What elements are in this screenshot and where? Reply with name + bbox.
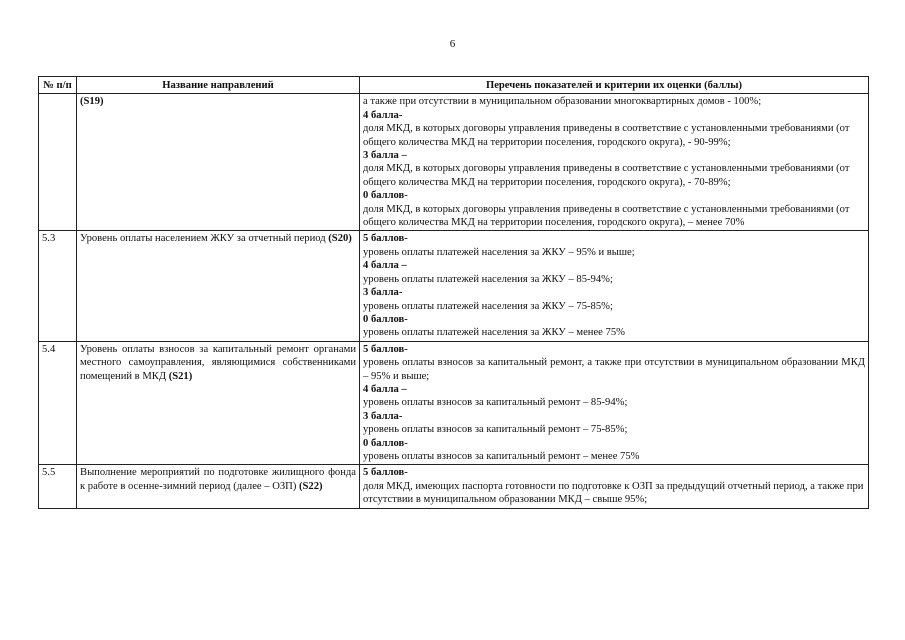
table-body	[39, 94, 869, 508]
direction-name-text: Выполнение мероприятий по подготовке жилищного фонда к работе в осенне-зимний период (далее – ОЗП)	[80, 467, 356, 492]
direction-name	[77, 341, 360, 465]
score-label: 4 балла-	[363, 109, 403, 121]
criteria-text: уровень оплаты платежей населения за ЖКУ – 95% и выше;	[363, 246, 635, 258]
score-label: 3 балла-	[363, 287, 403, 299]
indicator-code: (S19)	[80, 96, 104, 108]
criteria-text: доля МКД, в которых договоры управления приведены в соответствие с установленными требованиями (от общего количества МКД на территории поселения, городского округа), - 70-89%;	[363, 163, 850, 188]
score-label: 3 балла –	[363, 150, 407, 162]
row-number	[39, 94, 77, 231]
row-number: 5.4	[39, 341, 77, 465]
direction-name	[77, 231, 360, 341]
table-row	[39, 94, 869, 231]
score-label: 5 баллов-	[363, 467, 408, 479]
score-label: 0 баллов-	[363, 190, 408, 202]
table-row	[39, 231, 869, 341]
criteria-text: уровень оплаты взносов за капитальный ремонт, а также при отсутствии в муниципальном образовании МКД – 95% и выше;	[363, 357, 865, 382]
table-row	[39, 465, 869, 508]
criteria-cell	[360, 94, 869, 231]
row-number: 5.3	[39, 231, 77, 341]
indicator-code: (S20)	[328, 233, 352, 245]
criteria-cell	[360, 231, 869, 341]
criteria-text: доля МКД, имеющих паспорта готовности по подготовке к ОЗП за предыдущий отчетный период, а также при отсутствии в муниципальном образовании МКД – свыше 95%;	[363, 480, 864, 506]
page-number: 6	[449, 38, 456, 50]
direction-name	[77, 94, 360, 231]
criteria-text: уровень оплаты платежей населения за ЖКУ – 85-94%;	[363, 273, 613, 285]
score-label: 3 балла-	[363, 410, 403, 422]
row-number: 5.5	[39, 465, 77, 508]
criteria-cell	[360, 341, 869, 465]
criteria-text: уровень оплаты платежей населения за ЖКУ – менее 75%	[363, 327, 625, 339]
score-label: 4 балла –	[363, 260, 407, 272]
criteria-table	[38, 76, 869, 509]
criteria-text: а также при отсутствии в муниципальном образовании многоквартирных домов - 100%;	[363, 96, 762, 108]
table-row	[39, 341, 869, 465]
direction-name	[77, 465, 360, 508]
criteria-text: доля МКД, в которых договоры управления приведены в соответствие с установленными требованиями (от общего количества МКД на территории поселения, городского округа), – менее 70%	[363, 203, 850, 229]
criteria-text: уровень оплаты взносов за капитальный ремонт – менее 75%	[363, 450, 640, 462]
direction-name-text: Уровень оплаты населением ЖКУ за отчетный период	[80, 233, 326, 245]
header-name: Название направлений	[77, 77, 360, 94]
criteria-cell	[360, 465, 869, 508]
header-criteria: Перечень показателей и критерии их оценки (баллы)	[360, 77, 869, 94]
indicator-code: (S21)	[168, 370, 193, 382]
indicator-code: (S22)	[299, 480, 323, 492]
score-label: 4 балла –	[363, 383, 407, 395]
criteria-text: уровень оплаты взносов за капитальный ремонт – 75-85%;	[363, 424, 628, 436]
score-label: 0 баллов-	[363, 437, 408, 449]
criteria-text: уровень оплаты взносов за капитальный ремонт – 85-94%;	[363, 397, 628, 409]
score-label: 5 баллов-	[363, 233, 408, 245]
table-header-row	[39, 77, 869, 94]
score-label: 5 баллов-	[363, 343, 408, 355]
header-num: № п/п	[39, 77, 77, 94]
direction-name-text: Уровень оплаты взносов за капитальный ремонт органами местного самоуправления, являющимися собственниками помещений в МКД	[80, 343, 356, 382]
criteria-text: доля МКД, в которых договоры управления приведены в соответствие с установленными требованиями (от общего количества МКД на территории поселения, городского округа), - 90-99%;	[363, 123, 850, 148]
score-label: 0 баллов-	[363, 313, 408, 325]
criteria-text: уровень оплаты платежей населения за ЖКУ – 75-85%;	[363, 300, 613, 312]
